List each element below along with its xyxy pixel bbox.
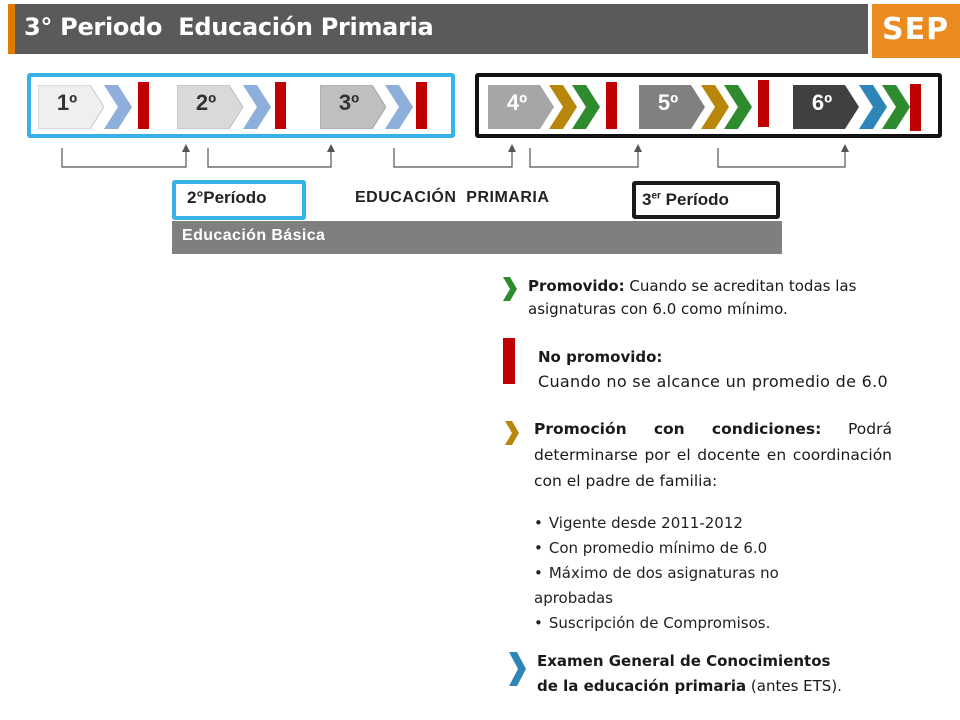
- sep-logo: [872, 4, 960, 58]
- title-accent: [8, 4, 15, 54]
- list-item: • Suscripción de Compromisos.: [534, 611, 834, 636]
- second-period-label: 2°Período: [172, 180, 306, 220]
- examen-rest: (antes ETS).: [746, 677, 842, 695]
- promovido-text: Cuando se acreditan todas las asignaturas con 6.0 como mínimo.: [528, 277, 857, 318]
- examen-bold: de la educación primaria: [537, 677, 747, 695]
- connector-2-3: [208, 148, 331, 167]
- grade-5-tile: [639, 85, 705, 129]
- no-promovido-title: No promovido:: [538, 348, 663, 366]
- chevron-green-icon: [724, 85, 758, 129]
- chevron-blue-icon: [243, 85, 273, 129]
- arrow-up-icon: [634, 144, 642, 152]
- gold-chevron-icon: [505, 421, 521, 445]
- list-item: • Con promedio mínimo de 6.0: [534, 536, 834, 561]
- connector-4-5: [530, 148, 638, 167]
- chevron-blue-icon: [104, 85, 134, 129]
- arrow-up-icon: [841, 144, 849, 152]
- grade-1-tile: [38, 85, 104, 129]
- header: [0, 0, 960, 62]
- connector-3-4: [394, 148, 512, 167]
- grade-4-label: 4º: [506, 90, 528, 115]
- primary-education-label: EDUCACIÓN PRIMARIA: [355, 189, 550, 206]
- no-promovido-text: Cuando no se alcance un promedio de 6.0: [538, 372, 888, 391]
- grade-2-label: 2º: [195, 90, 217, 115]
- grade-6-label: 6º: [811, 90, 833, 115]
- third-period-number: 3: [642, 190, 652, 209]
- red-bar-icon: [503, 338, 515, 384]
- promovido-title: Promovido:: [528, 277, 625, 295]
- grade-connectors: [0, 140, 960, 176]
- green-chevron-icon: [503, 277, 519, 301]
- examen-description: [537, 674, 842, 698]
- promovido-description: [528, 275, 878, 321]
- logo-text: SEP: [882, 12, 950, 47]
- red-bar-icon: [758, 80, 769, 127]
- grade-5-label: 5º: [657, 90, 679, 115]
- red-bar-icon: [606, 82, 617, 129]
- condiciones-title: Promoción con condiciones:: [534, 420, 822, 438]
- grade-1-label: 1º: [56, 90, 78, 115]
- list-item: • Vigente desde 2011-2012: [534, 511, 834, 536]
- list-item: • Máximo de dos asignaturas no aprobadas: [534, 561, 834, 611]
- basic-education-bar: Educación Básica: [172, 221, 782, 254]
- chevron-green-icon: [572, 85, 606, 129]
- grade-2-tile: [177, 85, 243, 129]
- connector-5-6: [718, 148, 845, 167]
- red-bar-icon: [416, 82, 427, 129]
- grade-3-tile: [320, 85, 386, 129]
- red-bar-icon: [910, 84, 921, 131]
- condiciones-list: [534, 511, 834, 636]
- chevron-blue-icon: [385, 85, 415, 129]
- third-period-sup: er: [651, 190, 661, 202]
- page-title: 3° Periodo Educación Primaria: [24, 13, 434, 41]
- examen-title: Examen General de Conocimientos: [537, 652, 831, 670]
- grade-3-label: 3º: [338, 90, 360, 115]
- grade-6-tile: [793, 85, 859, 129]
- arrow-up-icon: [182, 144, 190, 152]
- arrow-up-icon: [327, 144, 335, 152]
- connector-1-2: [62, 148, 186, 167]
- condiciones-description: [534, 416, 892, 494]
- condiciones-text: Podrá determinarse por el docente en coordinación con el padre de familia:: [534, 420, 893, 490]
- arrow-up-icon: [508, 144, 516, 152]
- third-period-text: Período: [660, 190, 729, 209]
- blue-chevron-icon: [509, 652, 529, 686]
- third-period-label: [632, 181, 780, 219]
- red-bar-icon: [275, 82, 286, 129]
- grade-4-tile: [488, 85, 554, 129]
- red-bar-icon: [138, 82, 149, 129]
